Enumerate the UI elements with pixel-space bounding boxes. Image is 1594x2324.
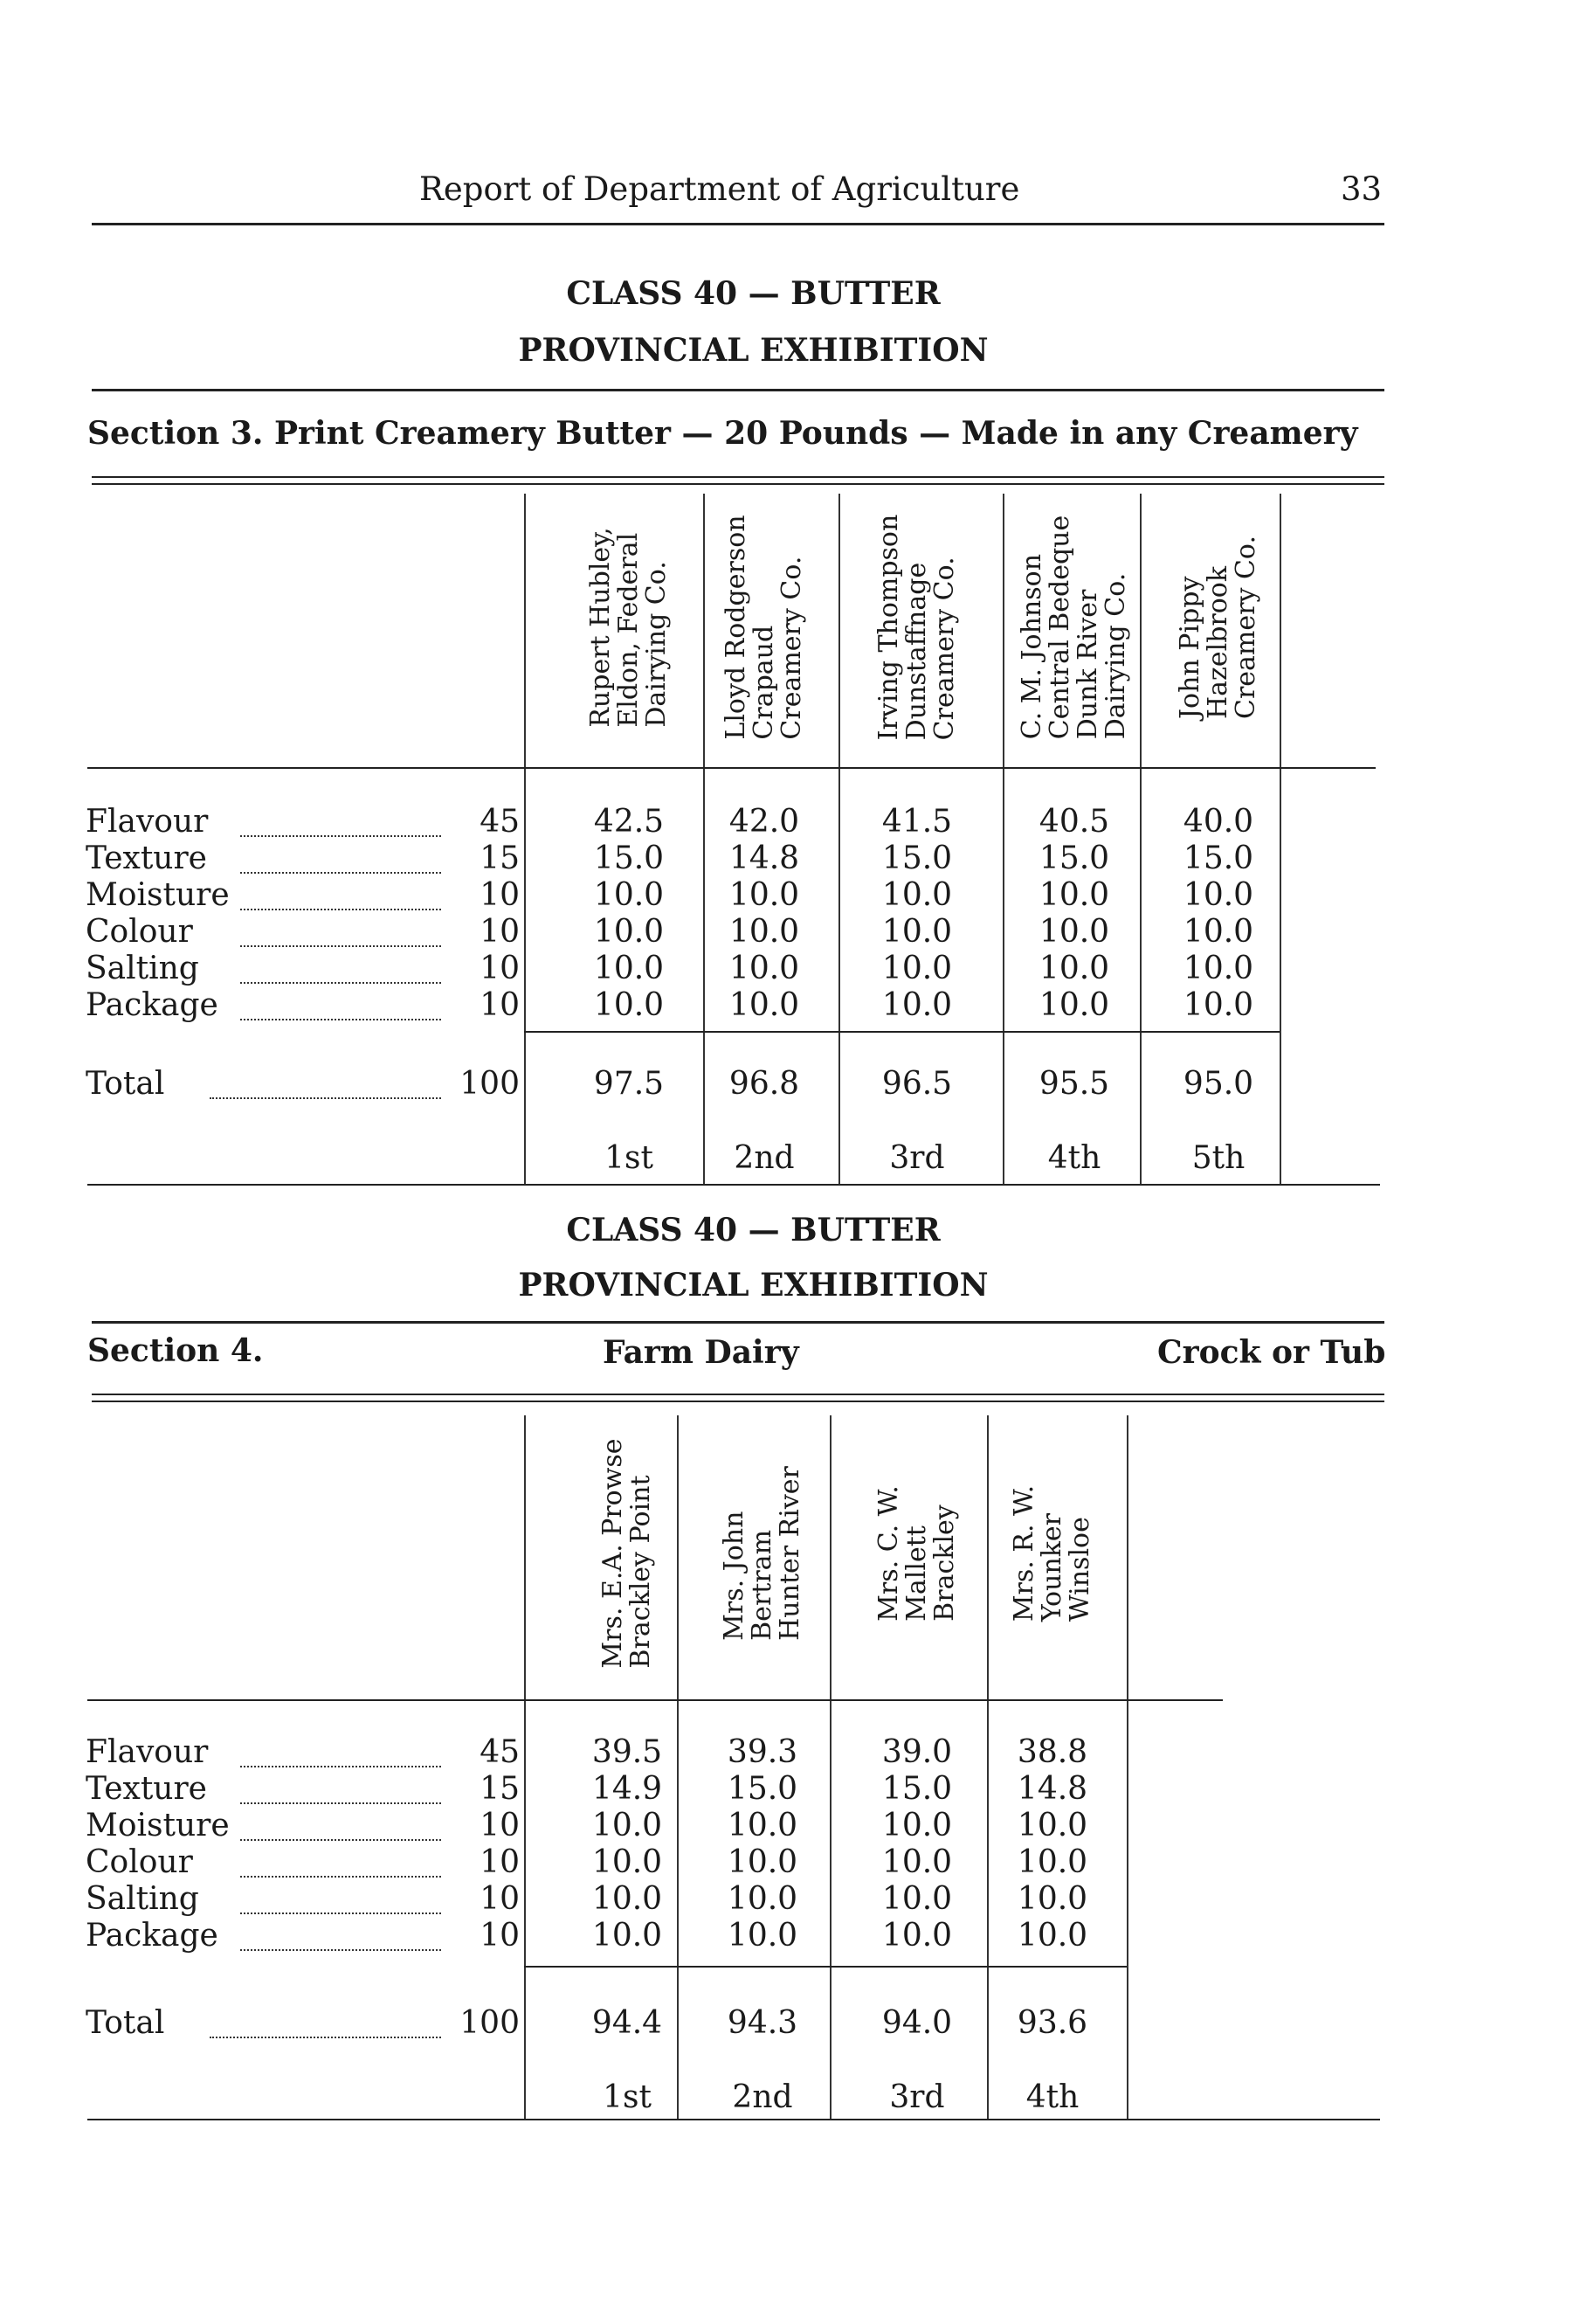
- leader-dots: [240, 1839, 441, 1841]
- score-cell: 10.0: [881, 987, 953, 1023]
- score-cell: 10.0: [1039, 987, 1110, 1023]
- entrant-heading-line: Hazelbrook: [1203, 565, 1233, 719]
- double-rule-bottom: [92, 1401, 1384, 1402]
- total-score-cell: 96.8: [728, 1066, 800, 1102]
- score-cell: 10.0: [727, 1844, 798, 1880]
- score-cell: 10.0: [1039, 951, 1110, 986]
- header-bottom-rule: [87, 1699, 1223, 1701]
- leader-dots: [240, 1802, 441, 1804]
- criterion-label: Moisture: [86, 1808, 230, 1843]
- score-cell: 10.0: [593, 914, 665, 950]
- leader-dots: [240, 1876, 441, 1878]
- score-cell: 10.0: [727, 1918, 798, 1954]
- entrant-heading-line: Dunk River: [1073, 589, 1103, 739]
- total-score-cell: 93.6: [1017, 2005, 1088, 2041]
- score-cell: 14.8: [728, 840, 800, 876]
- criterion-max: 15: [480, 840, 520, 876]
- entrant-heading: [587, 527, 671, 727]
- entrant-heading-line: Younker: [1037, 1512, 1067, 1622]
- page-number: 33: [1341, 170, 1383, 208]
- class-title: CLASS 40 — BUTTER: [566, 1212, 941, 1248]
- entrant-heading-line: Dairying Co.: [641, 560, 672, 728]
- criterion-max: 10: [480, 1918, 520, 1954]
- total-score-cell: 95.5: [1039, 1066, 1110, 1102]
- score-cell: 10.0: [881, 877, 953, 913]
- column-separator: [1127, 1415, 1128, 2119]
- total-score-cell: 95.0: [1183, 1066, 1254, 1102]
- score-cell: 10.0: [728, 951, 800, 986]
- leader-dots: [240, 909, 441, 910]
- score-cell: 10.0: [881, 1808, 953, 1843]
- score-cell: 10.0: [1017, 1808, 1088, 1843]
- entrant-heading-line: Lloyd Rodgerson: [721, 514, 751, 740]
- criterion-label: Salting: [86, 951, 199, 986]
- total-rule: [524, 1031, 1280, 1033]
- score-cell: 41.5: [881, 804, 953, 840]
- score-cell: 14.8: [1017, 1771, 1088, 1807]
- entrant-heading: [599, 1438, 655, 1668]
- score-cell: 38.8: [1017, 1734, 1088, 1770]
- score-cell: 10.0: [1183, 877, 1254, 913]
- criterion-max: 10: [480, 877, 520, 913]
- criterion-label: Flavour: [86, 1734, 209, 1770]
- criterion-label: Package: [86, 987, 218, 1023]
- criterion-max: 45: [480, 1734, 520, 1770]
- score-cell: 15.0: [1039, 840, 1110, 876]
- section-top-rule: [92, 389, 1384, 391]
- entrant-heading: [721, 1466, 804, 1641]
- entrant-heading-line: Creamery Co.: [1231, 535, 1261, 719]
- total-score-cell: 96.5: [881, 1066, 953, 1102]
- criterion-label: Flavour: [86, 804, 209, 840]
- table-bottom-rule: [87, 2119, 1380, 2120]
- score-cell: 10.0: [591, 1844, 663, 1880]
- total-score-cell: 94.0: [881, 2005, 953, 2041]
- criterion-max: 45: [480, 804, 520, 840]
- criterion-label: Package: [86, 1918, 218, 1954]
- score-cell: 10.0: [881, 951, 953, 986]
- entrant-heading-line: Mrs. John: [719, 1511, 749, 1641]
- leader-dots: [210, 1097, 441, 1099]
- criterion-max: 10: [480, 951, 520, 986]
- score-cell: 15.0: [727, 1771, 798, 1807]
- total-label: Total: [86, 1066, 165, 1102]
- criterion-label: Texture: [86, 1771, 207, 1807]
- criterion-label: Colour: [86, 914, 193, 950]
- entrant-heading-line: Brackley Point: [625, 1474, 656, 1669]
- score-cell: 10.0: [1183, 914, 1254, 950]
- entrant-heading-line: Dunstaffnage: [901, 562, 932, 740]
- score-cell: 42.0: [728, 804, 800, 840]
- criterion-max: 10: [480, 1808, 520, 1843]
- entrant-heading-line: Central Bedeque: [1045, 515, 1075, 739]
- entrant-heading-line: Irving Thompson: [873, 514, 904, 740]
- leader-dots: [210, 2037, 441, 2038]
- total-max: 100: [459, 1066, 520, 1102]
- score-cell: 10.0: [1183, 951, 1254, 986]
- total-score-cell: 94.3: [727, 2005, 798, 2041]
- score-cell: 42.5: [593, 804, 665, 840]
- placing-cell: 5th: [1191, 1140, 1246, 1176]
- score-cell: 15.0: [881, 840, 953, 876]
- score-cell: 15.0: [593, 840, 665, 876]
- leader-dots: [240, 872, 441, 874]
- entrant-heading-line: Rupert Hubley,: [585, 526, 616, 728]
- criterion-label: Texture: [86, 840, 207, 876]
- total-score-cell: 97.5: [593, 1066, 665, 1102]
- section-right-label: Crock or Tub: [1157, 1334, 1386, 1371]
- criterion-max: 10: [480, 1844, 520, 1880]
- score-cell: 10.0: [881, 1844, 953, 1880]
- score-cell: 10.0: [591, 1881, 663, 1917]
- criterion-label: Moisture: [86, 877, 230, 913]
- leader-dots: [240, 1766, 441, 1767]
- table-bottom-rule: [87, 1184, 1380, 1186]
- class-title: CLASS 40 — BUTTER: [566, 275, 941, 312]
- score-cell: 10.0: [1183, 987, 1254, 1023]
- entrant-heading-line: John Pippy: [1175, 576, 1205, 719]
- leader-dots: [240, 982, 441, 984]
- score-cell: 10.0: [1039, 877, 1110, 913]
- score-cell: 10.0: [593, 951, 665, 986]
- criterion-max: 10: [480, 914, 520, 950]
- section-label: Section 3. Print Creamery Butter — 20 Pounds — Made in any Creamery: [87, 415, 1358, 452]
- entrant-heading-line: Mrs. R. W.: [1009, 1484, 1039, 1622]
- score-cell: 10.0: [881, 1881, 953, 1917]
- criterion-max: 10: [480, 1881, 520, 1917]
- exhibition-title: PROVINCIAL EXHIBITION: [518, 1267, 989, 1304]
- criterion-max: 10: [480, 987, 520, 1023]
- entrant-heading-line: C. M. Johnson: [1017, 553, 1047, 739]
- score-cell: 10.0: [728, 914, 800, 950]
- entrant-heading: [1011, 1484, 1094, 1621]
- entrant-heading-line: Brackley: [929, 1504, 960, 1622]
- score-cell: 15.0: [881, 1771, 953, 1807]
- entrant-heading: [875, 1485, 959, 1622]
- entrant-heading-line: Creamery Co.: [929, 556, 960, 740]
- placing-cell: 1st: [603, 2079, 652, 2115]
- score-cell: 10.0: [728, 987, 800, 1023]
- placing-cell: 1st: [604, 1140, 653, 1176]
- criterion-label: Salting: [86, 1881, 199, 1917]
- score-cell: 39.3: [727, 1734, 798, 1770]
- entrant-heading-line: Mrs. C. W.: [873, 1484, 904, 1622]
- entrant-heading-line: Bertram: [747, 1529, 777, 1641]
- score-cell: 10.0: [1017, 1918, 1088, 1954]
- total-label: Total: [86, 2005, 165, 2041]
- placing-cell: 3rd: [889, 1140, 945, 1176]
- entrant-heading-line: Dairying Co.: [1101, 572, 1131, 739]
- header-bottom-rule: [87, 767, 1376, 769]
- header-rule: [92, 223, 1384, 225]
- leader-dots: [240, 1949, 441, 1951]
- entrant-heading: [1177, 536, 1260, 719]
- score-cell: 10.0: [728, 877, 800, 913]
- double-rule-bottom: [92, 483, 1384, 485]
- placing-cell: 3rd: [889, 2079, 945, 2115]
- score-cell: 10.0: [591, 1808, 663, 1843]
- score-cell: 40.0: [1183, 804, 1254, 840]
- score-cell: 10.0: [1017, 1844, 1088, 1880]
- entrant-heading: [875, 514, 959, 740]
- criterion-label: Colour: [86, 1844, 193, 1880]
- score-cell: 10.0: [593, 987, 665, 1023]
- section-label: Section 4.: [87, 1332, 264, 1369]
- score-cell: 10.0: [727, 1808, 798, 1843]
- score-cell: 15.0: [1183, 840, 1254, 876]
- entrant-heading-line: Mallett: [901, 1525, 932, 1622]
- score-cell: 10.0: [881, 1918, 953, 1954]
- section-center-label: Farm Dairy: [603, 1334, 799, 1371]
- score-cell: 10.0: [1017, 1881, 1088, 1917]
- leader-dots: [240, 835, 441, 837]
- page-header-title: Report of Department of Agriculture: [419, 170, 1020, 208]
- score-cell: 10.0: [727, 1881, 798, 1917]
- entrant-heading-line: Creamery Co.: [776, 556, 807, 740]
- column-separator: [524, 494, 526, 1184]
- score-cell: 10.0: [881, 914, 953, 950]
- total-score-cell: 94.4: [591, 2005, 663, 2041]
- entrant-heading: [722, 515, 806, 739]
- placing-cell: 2nd: [732, 2079, 793, 2115]
- score-cell: 10.0: [591, 1918, 663, 1954]
- placing-cell: 2nd: [734, 1140, 795, 1176]
- double-rule-top: [92, 1394, 1384, 1395]
- entrant-heading-line: Crapaud: [749, 625, 779, 740]
- score-cell: 39.0: [881, 1734, 953, 1770]
- column-separator: [524, 1415, 526, 2119]
- entrant-heading-line: Winsloe: [1065, 1516, 1095, 1622]
- entrant-heading: [1018, 515, 1130, 738]
- score-cell: 10.0: [1039, 914, 1110, 950]
- score-cell: 39.5: [591, 1734, 663, 1770]
- leader-dots: [240, 945, 441, 947]
- column-separator: [838, 494, 840, 1184]
- double-rule-top: [92, 476, 1384, 478]
- entrant-heading-line: Eldon, Federal: [613, 532, 644, 728]
- leader-dots: [240, 1912, 441, 1914]
- placing-cell: 4th: [1025, 2079, 1080, 2115]
- total-rule: [524, 1966, 1127, 1968]
- entrant-heading-line: Mrs. E.A. Prowse: [597, 1437, 628, 1669]
- score-cell: 14.9: [591, 1771, 663, 1807]
- exhibition-title: PROVINCIAL EXHIBITION: [518, 332, 989, 369]
- score-cell: 40.5: [1039, 804, 1110, 840]
- score-cell: 10.0: [593, 877, 665, 913]
- criterion-max: 15: [480, 1771, 520, 1807]
- leader-dots: [240, 1019, 441, 1020]
- total-max: 100: [459, 2005, 520, 2041]
- entrant-heading-line: Hunter River: [775, 1465, 805, 1641]
- section-top-rule: [92, 1321, 1384, 1324]
- placing-cell: 4th: [1047, 1140, 1101, 1176]
